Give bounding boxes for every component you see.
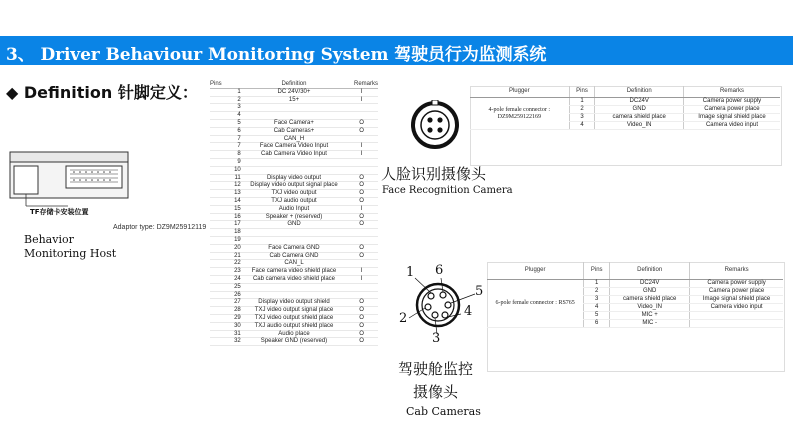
cab-plugger-cell: 6-pole female connector : RS765 xyxy=(487,280,584,328)
table-row xyxy=(210,104,378,112)
pin-definition: Audio Input xyxy=(243,205,345,213)
cab-pin-remark: Camera power place xyxy=(690,288,783,296)
cab-pin-label-4: 4 xyxy=(464,304,473,319)
pin-definition: 15+ xyxy=(243,96,345,104)
pin-remark xyxy=(345,135,378,143)
pin-remark xyxy=(345,236,378,244)
pin-remark xyxy=(345,291,378,299)
pin-remark: I xyxy=(345,96,378,104)
table-row xyxy=(210,213,378,221)
cab-pin-number: 3 xyxy=(584,296,610,304)
face-pin-remark: Camera power place xyxy=(683,106,780,114)
table-row xyxy=(210,338,378,346)
definition-heading: ◆ Definition 针脚定义： xyxy=(6,83,198,102)
pin-number: 1 xyxy=(210,88,243,96)
pin-remark: I xyxy=(345,143,378,151)
pin-definition xyxy=(243,112,345,120)
pin-number: 10 xyxy=(210,166,243,174)
pin-number: 18 xyxy=(210,229,243,237)
cab-pin-definition: MIC - xyxy=(610,320,690,328)
pin-number: 29 xyxy=(210,314,243,322)
cab-pin-remark: Image signal shield place xyxy=(690,296,783,304)
pin-definition: CAN_L xyxy=(243,260,345,268)
pin-definition: Face Camera Video Input xyxy=(243,143,345,151)
adaptor-type-value: DZ9M25912119 xyxy=(156,224,207,231)
table-row xyxy=(210,127,378,135)
table-row xyxy=(210,119,378,127)
definition-header: Definition xyxy=(243,81,345,88)
pin-number: 30 xyxy=(210,322,243,330)
table-row xyxy=(210,299,378,307)
table-row xyxy=(210,143,378,151)
pin-remark: O xyxy=(345,127,378,135)
pin-number: 7 xyxy=(210,143,243,151)
pin-remark: O xyxy=(345,119,378,127)
cab-pin-number: 2 xyxy=(584,288,610,296)
face-remarks-header: Remarks xyxy=(683,86,780,98)
table-row xyxy=(210,229,378,237)
pin-remark: O xyxy=(345,252,378,260)
face-pin-remark: Image signal shield place xyxy=(683,114,780,122)
pin-definition xyxy=(243,158,345,166)
table-row xyxy=(210,291,378,299)
table-row xyxy=(210,135,378,143)
pin-table-body xyxy=(210,88,378,345)
face-camera-connector-icon xyxy=(410,100,460,150)
host-name-line2: Monitoring Host xyxy=(24,247,117,260)
table-row xyxy=(470,98,780,106)
pin-number: 26 xyxy=(210,291,243,299)
face-pin-number: 3 xyxy=(569,114,595,122)
cab-pin-label-6: 6 xyxy=(435,263,444,278)
page-title: 3、 Driver Behaviour Monitoring System 驾驶员行为监测系统 xyxy=(6,45,547,65)
table-row xyxy=(210,96,378,104)
face-plugger-text-2: DZ9M259122169 xyxy=(497,113,541,120)
table-row xyxy=(210,197,378,205)
table-row xyxy=(210,112,378,120)
cab-remarks-header: Remarks xyxy=(690,262,783,280)
table-row xyxy=(210,252,378,260)
table-row xyxy=(210,205,378,213)
face-camera-pin-table xyxy=(470,86,780,130)
pin-definition xyxy=(243,291,345,299)
pin-remark xyxy=(345,158,378,166)
pin-definition: Cab Camera GND xyxy=(243,252,345,260)
face-definition-header: Definition xyxy=(595,86,683,98)
pin-definition: Cab camera video shield place xyxy=(243,275,345,283)
pin-number: 28 xyxy=(210,307,243,315)
pin-remark: I xyxy=(345,275,378,283)
cab-pin-label-3: 3 xyxy=(432,331,441,346)
pin-number: 17 xyxy=(210,221,243,229)
pin-remark: O xyxy=(345,307,378,315)
pin-remark xyxy=(345,283,378,291)
pin-remark xyxy=(345,166,378,174)
pin-definition: Display video output signal place xyxy=(243,182,345,190)
cab-pin-label-2: 2 xyxy=(399,311,408,326)
table-row xyxy=(210,260,378,268)
table-row xyxy=(210,244,378,252)
table-row xyxy=(210,182,378,190)
pin-number: 8 xyxy=(210,151,243,159)
table-row xyxy=(210,221,378,229)
pin-number: 22 xyxy=(210,260,243,268)
pin-number: 15 xyxy=(210,205,243,213)
cab-pin-remark xyxy=(690,312,783,320)
face-camera-label-cn: 人脸识别摄像头 xyxy=(381,165,487,183)
table-row xyxy=(210,151,378,159)
table-row xyxy=(210,268,378,276)
table-row xyxy=(210,158,378,166)
pin-number: 5 xyxy=(210,119,243,127)
adaptor-type-key: Adaptor type: xyxy=(113,224,155,231)
pin-definition: Speaker GND (reserved) xyxy=(243,338,345,346)
cab-pin-definition: DC24V xyxy=(610,280,690,288)
face-pin-number: 2 xyxy=(569,106,595,114)
pin-remark: O xyxy=(345,330,378,338)
pin-definition xyxy=(243,104,345,112)
pin-number: 32 xyxy=(210,338,243,346)
pin-number: 21 xyxy=(210,252,243,260)
cab-pin-number: 4 xyxy=(584,304,610,312)
pin-number: 25 xyxy=(210,283,243,291)
pin-definition-table xyxy=(210,81,378,346)
pin-definition: Cab Cameras+ xyxy=(243,127,345,135)
pin-definition: TXJ video output signal place xyxy=(243,307,345,315)
cab-pin-remark xyxy=(690,320,783,328)
pin-remark xyxy=(345,104,378,112)
pin-number: 14 xyxy=(210,197,243,205)
pin-number: 27 xyxy=(210,299,243,307)
pin-number: 24 xyxy=(210,275,243,283)
face-pin-definition: DC24V xyxy=(595,98,683,106)
table-row xyxy=(210,275,378,283)
pin-remark: O xyxy=(345,213,378,221)
pin-remark xyxy=(345,112,378,120)
cab-pin-label-5: 5 xyxy=(475,284,484,299)
face-pin-definition: camera shield place xyxy=(595,114,683,122)
pin-remark: O xyxy=(345,299,378,307)
table-row xyxy=(210,88,378,96)
pin-definition: TXJ audio output shield place xyxy=(243,322,345,330)
pin-number: 20 xyxy=(210,244,243,252)
pin-number: 16 xyxy=(210,213,243,221)
pin-table-header xyxy=(210,81,378,88)
table-row xyxy=(210,314,378,322)
table-row xyxy=(210,307,378,315)
pin-number: 11 xyxy=(210,174,243,182)
pin-remark: O xyxy=(345,314,378,322)
table-row xyxy=(210,283,378,291)
pin-remark: O xyxy=(345,221,378,229)
table-row xyxy=(210,330,378,338)
pin-definition xyxy=(243,166,345,174)
face-plugger-header: Plugger xyxy=(470,86,569,98)
cab-pin-definition: camera shield place xyxy=(610,296,690,304)
table-row xyxy=(487,280,783,288)
face-plugger-text-1: 4-pole female connector : xyxy=(488,106,551,113)
cab-camera-label-cn-1: 驾驶舱监控 xyxy=(398,360,474,378)
pin-number: 2 xyxy=(210,96,243,104)
pin-number: 13 xyxy=(210,190,243,198)
table-row xyxy=(210,166,378,174)
face-pin-number: 4 xyxy=(569,122,595,130)
cab-camera-label-cn-2: 摄像头 xyxy=(413,383,459,401)
pin-remark: O xyxy=(345,190,378,198)
cab-pin-number: 5 xyxy=(584,312,610,320)
face-pin-remark: Camera video input xyxy=(683,122,780,130)
tf-card-label: TF存储卡安装位置 xyxy=(30,208,89,216)
pin-remark: O xyxy=(345,197,378,205)
pin-number: 23 xyxy=(210,268,243,276)
cab-pin-remark: Camera power supply xyxy=(690,280,783,288)
pin-remark: I xyxy=(345,88,378,96)
pin-remark xyxy=(345,260,378,268)
pin-definition: Face Camera+ xyxy=(243,119,345,127)
pin-definition: Display video output shield xyxy=(243,299,345,307)
pin-number: 4 xyxy=(210,112,243,120)
pin-remark: O xyxy=(345,322,378,330)
table-row xyxy=(210,174,378,182)
cab-pin-definition: GND xyxy=(610,288,690,296)
pin-remark: O xyxy=(345,338,378,346)
pin-number: 9 xyxy=(210,158,243,166)
pin-remark: I xyxy=(345,151,378,159)
monitoring-host-image xyxy=(8,150,132,210)
pin-number: 6 xyxy=(210,127,243,135)
face-pin-number: 1 xyxy=(569,98,595,106)
face-camera-label-en: Face Recognition Camera xyxy=(382,185,513,196)
pin-definition xyxy=(243,283,345,291)
table-row xyxy=(210,322,378,330)
adaptor-type-label xyxy=(113,224,206,231)
pin-number: 19 xyxy=(210,236,243,244)
face-pins-header: Pins xyxy=(569,86,595,98)
cab-definition-header: Definition xyxy=(610,262,690,280)
cab-camera-pin-table xyxy=(487,262,783,328)
pin-definition: GND xyxy=(243,221,345,229)
pin-definition: Face Camera GND xyxy=(243,244,345,252)
pins-header: Pins xyxy=(210,81,243,88)
pin-remark: I xyxy=(345,205,378,213)
pin-definition: Display video output xyxy=(243,174,345,182)
pin-definition: Face camera video shield place xyxy=(243,268,345,276)
cab-pin-number: 6 xyxy=(584,320,610,328)
pin-definition: CAN_H xyxy=(243,135,345,143)
cab-pin-label-1: 1 xyxy=(406,265,415,280)
pin-remark: O xyxy=(345,174,378,182)
table-row xyxy=(210,190,378,198)
pin-remark: O xyxy=(345,182,378,190)
pin-number: 7 xyxy=(210,135,243,143)
pin-definition: Speaker + (reserved) xyxy=(243,213,345,221)
face-pin-remark: Camera power supply xyxy=(683,98,780,106)
pin-definition: TXJ video output xyxy=(243,190,345,198)
table-row xyxy=(210,236,378,244)
cab-table-body xyxy=(487,280,783,328)
cab-camera-label-en: Cab Cameras xyxy=(406,405,481,418)
cab-pin-remark: Camera video input xyxy=(690,304,783,312)
pin-remark: O xyxy=(345,244,378,252)
pin-definition: TXJ video output shield place xyxy=(243,314,345,322)
face-plugger-cell xyxy=(470,98,569,130)
pin-definition: TXJ audio output xyxy=(243,197,345,205)
pin-remark: I xyxy=(345,268,378,276)
remarks-header: Remarks xyxy=(345,81,378,88)
pin-definition xyxy=(243,229,345,237)
pin-definition xyxy=(243,236,345,244)
pin-remark xyxy=(345,229,378,237)
pin-number: 31 xyxy=(210,330,243,338)
cab-plugger-header: Plugger xyxy=(487,262,584,280)
pin-definition: Audio place xyxy=(243,330,345,338)
face-pin-definition: GND xyxy=(595,106,683,114)
cab-pins-header: Pins xyxy=(584,262,610,280)
cab-pin-definition: MIC + xyxy=(610,312,690,320)
host-name-line1: Behavior xyxy=(24,233,74,246)
cab-pin-definition: Video_IN xyxy=(610,304,690,312)
pin-number: 3 xyxy=(210,104,243,112)
pin-definition: Cab Camera Video Input xyxy=(243,151,345,159)
pin-number: 12 xyxy=(210,182,243,190)
pin-definition: DC 24V/30+ xyxy=(243,88,345,96)
face-table-body xyxy=(470,98,780,130)
face-pin-definition: Video_IN xyxy=(595,122,683,130)
cab-pin-number: 1 xyxy=(584,280,610,288)
